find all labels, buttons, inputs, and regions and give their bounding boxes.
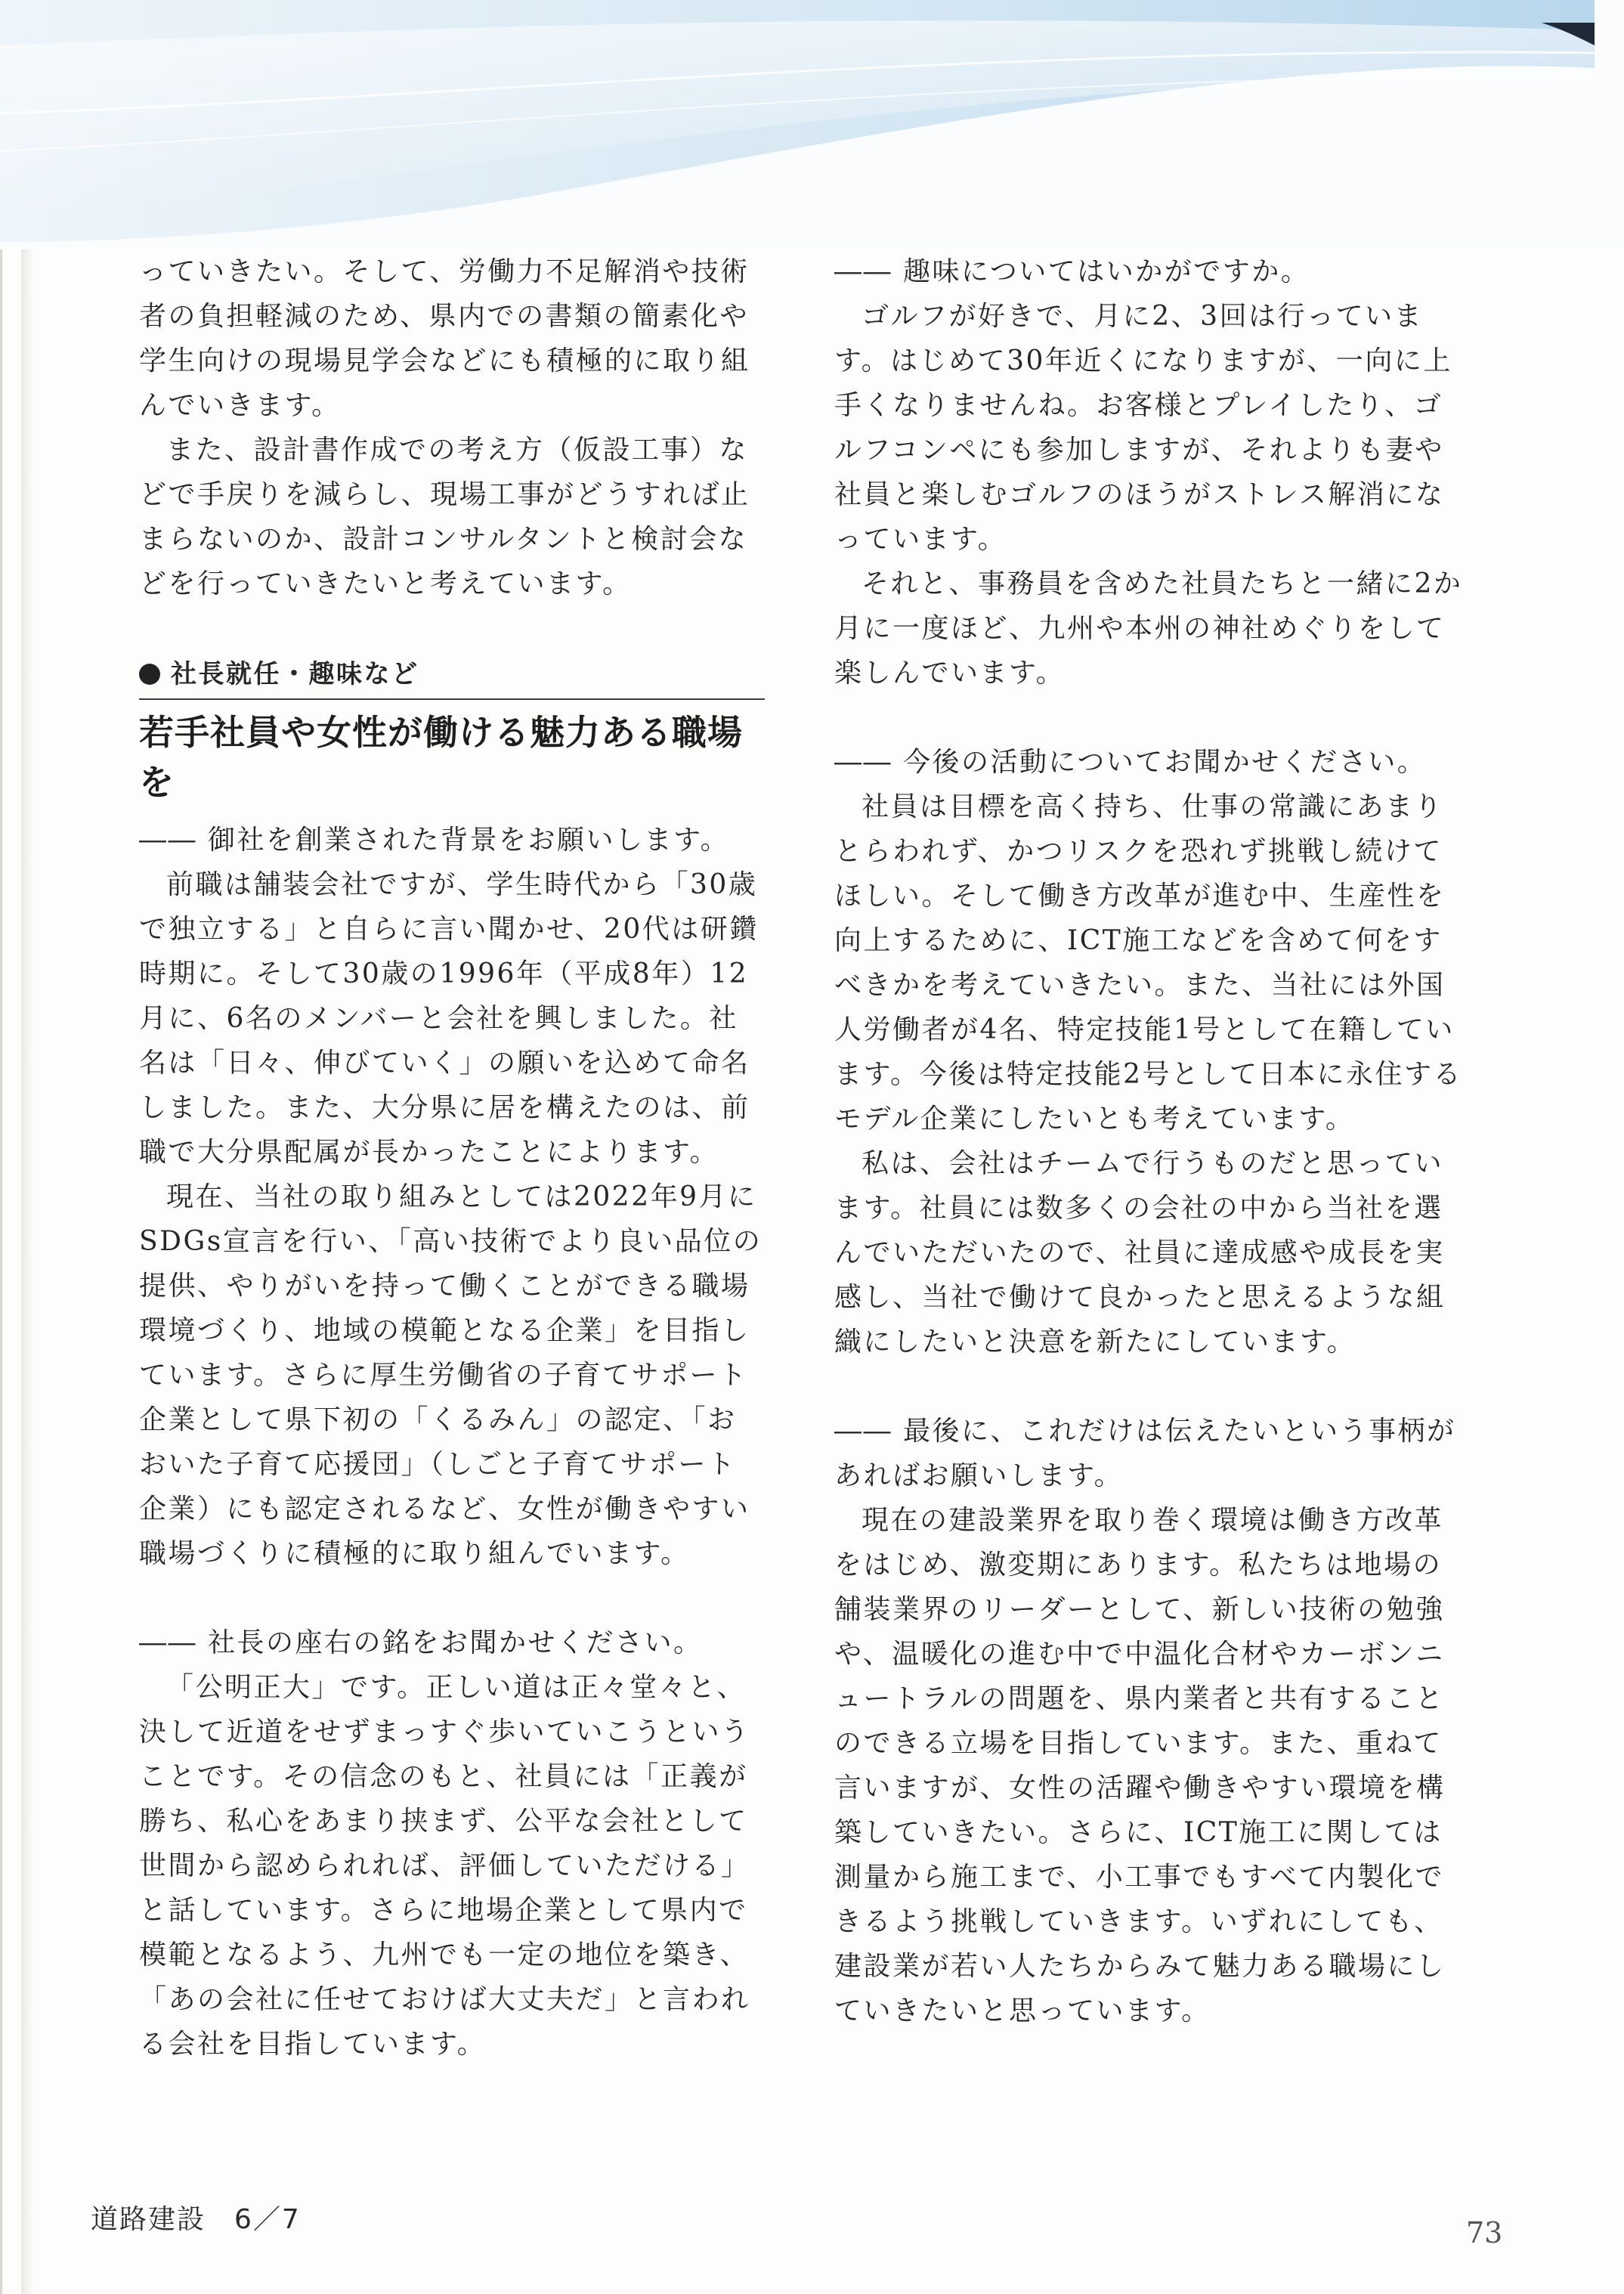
continuation-paragraph: っていきたい。そして、労働力不足解消や技術者の負担軽減のため、県内での書類の簡素化や学生向けの現場見学会などにも積極的に取り組んでいきます。 (139, 256, 750, 421)
interview-question: ―― 今後の活動についてお聞かせください。 (834, 747, 1427, 778)
interview-question: ―― 御社を創業された背景をお願いします。 (139, 825, 730, 856)
paragraph: 社員は目標を高く持ち、仕事の常識にあまりとらわれず、かつリスクを恐れず挑戦し続けてほしい。そして働き方改革が進む中、生産性を向上するために、ICT施工などを含めて何をすべきかを考えていきたい。また、当社には外国人労働者が4名、特定技能1号として在籍しています。今後は特定技能2号として日本に永住するモデル企業にしたいとも考えています。 (834, 791, 1463, 1135)
right-column (834, 249, 1469, 2033)
section-heading (139, 655, 765, 700)
paragraph: 私は、会社はチームで行うものだと思っています。社員には数多くの会社の中から当社を選んでいただいたので、社員に達成感や成長を実感し、当社で働けて良かったと思えるような組織にしたいと決意を新たにしています。 (834, 1148, 1446, 1358)
header-decoration (0, 0, 1624, 249)
interview-question: ―― 最後に、これだけは伝えたいという事柄があればお願いします。 (834, 1416, 1456, 1491)
paragraph: それと、事務員を含めた社員たちと一緒に2か月に一度ほど、九州や本州の神社めぐりをして楽しんでいます。 (834, 568, 1463, 689)
page-number: 73 (1466, 2216, 1503, 2249)
header-wave-graphic (0, 0, 1624, 249)
bullet-icon (139, 664, 160, 685)
paragraph: 現在、当社の取り組みとしては2022年9月にSDGs宣言を行い、「高い技術でより良い品位の提供、やりがいを持って働くことができる職場環境づくり、地域の模範となる企業」を目指しています。さらに厚生労働省の子育てサポート企業として県下初の「くるみん」の認定、「おおいた子育て応援団」（しごと子育てサポート企業）にも認定されるなど、女性が働きやすい職場づくりに積極的に取り組んでいます。 (139, 1181, 763, 1569)
interview-question: ―― 趣味についてはいかがですか。 (834, 256, 1310, 287)
paragraph: 前職は舗装会社ですが、学生時代から「30歳で独立する」と自らに言い聞かせ、20代は研鑽時期に。そして30歳の1996年（平成8年）12月に、6名のメンバーと会社を興しました。社名は「日々、伸びていく」の願いを込めて命名しました。また、大分県に居を構えたのは、前職で大分県配属が長かったことによります。 (139, 869, 759, 1168)
article-headline: 若手社員や女性が働ける魅力ある職場を (139, 712, 743, 803)
section-heading-text: 社長就任・趣味など (171, 659, 419, 689)
paragraph: 「公明正大」です。正しい道は正々堂々と、決して近道をせずまっすぐ歩いていこうということです。その信念のもと、社員には「正義が勝ち、私心をあまり挟まず、公平な会社として世間から認められれば、評価していただける」と話しています。さらに地場企業として県内で模範となるよう、九州でも一定の地位を築き、「あの会社に任せておけば大丈夫だ」と言われる会社を目指しています。 (139, 1672, 750, 2060)
paragraph: 現在の建設業界を取り巻く環境は働き方改革をはじめ、激変期にあります。私たちは地場の舗装業界のリーダーとして、新しい技術の勉強や、温暖化の進む中で中温化合材やカーボンニュートラルの問題を、県内業者と共有することのできる立場を目指しています。また、重ねて言いますが、女性の活躍や働きやすい環境を構築していきたい。さらに、ICT施工に関しては測量から施工まで、小工事でもすべて内製化できるよう挑戦していきます。いずれにしても、建設業が若い人たちからみて魅力ある職場にしていきたいと思っています。 (834, 1505, 1446, 2026)
magazine-footer: 道路建設 6／7 (91, 2204, 301, 2235)
interview-question: ―― 社長の座右の銘をお聞かせください。 (139, 1627, 703, 1658)
left-column (139, 249, 765, 2066)
spacer (139, 1576, 765, 1621)
spacer (834, 695, 1469, 740)
binding-edge (21, 0, 35, 2294)
paragraph: また、設計書作成での考え方（仮設工事）などで手戻りを減らし、現場工事がどうすれば止まらないのか、設計コンサルタントと検討会などを行っていきたいと考えています。 (139, 435, 750, 599)
paragraph: ゴルフが好きで、月に2、3回は行っています。はじめて30年近くになりますが、一向に上手くなりませんね。お客様とプレイしたり、ゴルフコンペにも参加しますが、それよりも妻や社員と楽しむゴルフのほうがストレス解消になっています。 (834, 301, 1452, 555)
spacer (834, 1364, 1469, 1409)
